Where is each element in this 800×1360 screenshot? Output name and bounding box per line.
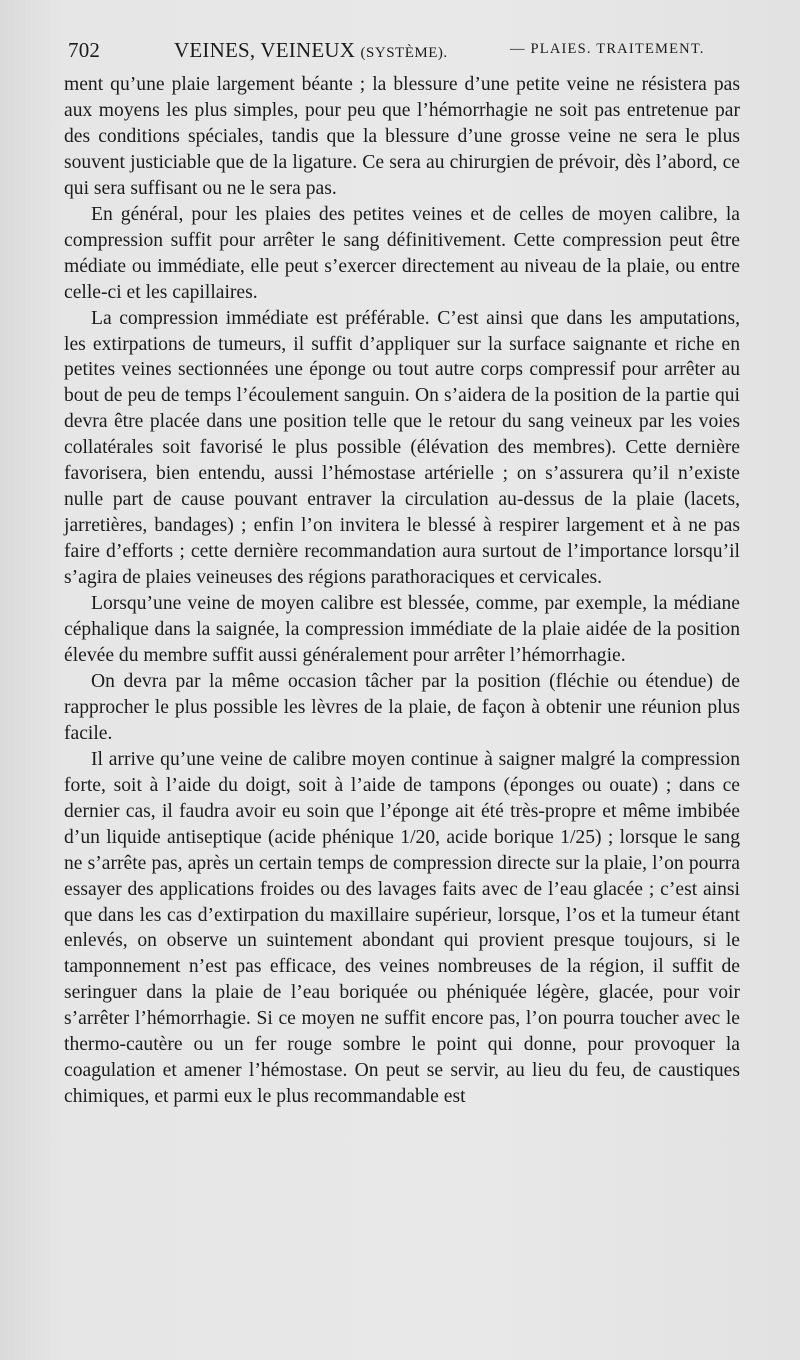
paragraph: Lorsqu’une veine de moyen calibre est blessée, comme, par exemple, la médiane céphalique dans la saignée, la compression immédiate de la plaie aidée de la position élevée du membre suffit aussi généralement pour arrêter l’hémorrhagie. xyxy=(64,593,740,666)
paragraph: On devra par la même occasion tâcher par la position (fléchie ou étendue) de rapprocher le plus possible les lèvres de la plaie, de façon à obtenir une réunion plus facile. xyxy=(64,670,740,744)
running-title-main: VEINES, VEINEUX xyxy=(174,38,356,62)
paragraph: La compression immédiate est préférable. C’est ainsi que dans les amputations, les extirpations de tumeurs, il suffit d’appliquer sur la surface saignante et riche en petites veines sectionnées une éponge ou tout autre corps compressif pour arrêter au bout de peu de temps l’écoulement sanguin. On s’aidera de la position de la partie qui devra être placée dans une position telle que le retour du sang veineux par les voies collatérales soit favorisé le plus possible (élévation des membres). Cette dernière favorisera, bien entendu, aussi l’hémostase artérielle ; on s’assurera qu’il n’existe nulle part de cause pouvant entraver la circulation au-dessus de la plaie (lacets, jarretières, bandages) ; enfin l’on invitera le blessé à respirer largement et à ne pas faire d’efforts ; cette dernière recommandation aura surtout de l’importance lorsqu’il s’agira de plaies veineuses des régions parathoraciques et cervicales. xyxy=(64,307,740,589)
paragraph: Il arrive qu’une veine de calibre moyen continue à saigner malgré la compression forte, soit à l’aide du doigt, soit à l’aide de tampons (éponges ou ouate) ; dans ce dernier cas, il faudra avoir eu soin que l’éponge ait été très-propre et même imbibée d’un liquide antiseptique (acide phénique 1/20, acide borique 1/25) ; lorsque le sang ne s’arrête pas, après un certain temps de compression directe sur la plaie, l’on pourra essayer des applications froides ou des lavages faits avec de l’eau glacée ; c’est ainsi que dans les cas d’extirpation du maxillaire supérieur, lorsque, l’os et la tumeur étant enlevés, on observe un suintement abondant qui provient presque toujours, si le tamponnement n’est pas efficace, des veines nombreuses de la région, il suffit de seringuer dans la plaie de l’eau boriquée ou phéniquée légère, glacée, pour voir s’arrêter l’hémorrhagie. Si ce moyen ne suffit encore pas, l’on pourra toucher avec le thermo-cautère ou un fer rouge sombre le point qui donne, pour provoquer la coagulation et amener l’hémostase. On peut se servir, au lieu du feu, de caustiques chimiques, et parmi eux le plus recommandable est xyxy=(64,748,740,1108)
running-title-system: (SYSTÈME). xyxy=(360,45,448,61)
running-header xyxy=(68,38,740,66)
page-number: 702 xyxy=(68,38,101,62)
running-subtitle: — PLAIES. TRAITEMENT. xyxy=(510,41,705,57)
paragraph: En général, pour les plaies des petites veines et de celles de moyen calibre, la compression suffit pour arrêter le sang définitivement. Cette compression peut être médiate ou immédiate, elle peut s’exercer directement au niveau de la plaie, ou entre celle-ci et les capillaires. xyxy=(64,203,740,303)
running-title xyxy=(174,38,448,63)
paragraph: ment qu’une plaie largement béante ; la blessure d’une petite veine ne résistera pas aux moyens les plus simples, pour peu que l’hémorrhagie ne soit pas entretenue par des conditions spéciales, tandis que la blessure d’une grosse veine ne sera le plus souvent justiciable que de la ligature. Ce sera au chirurgien de prévoir, dès l’abord, ce qui sera suffisant ou ne le sera pas. xyxy=(64,74,740,199)
body-text xyxy=(64,72,740,1110)
